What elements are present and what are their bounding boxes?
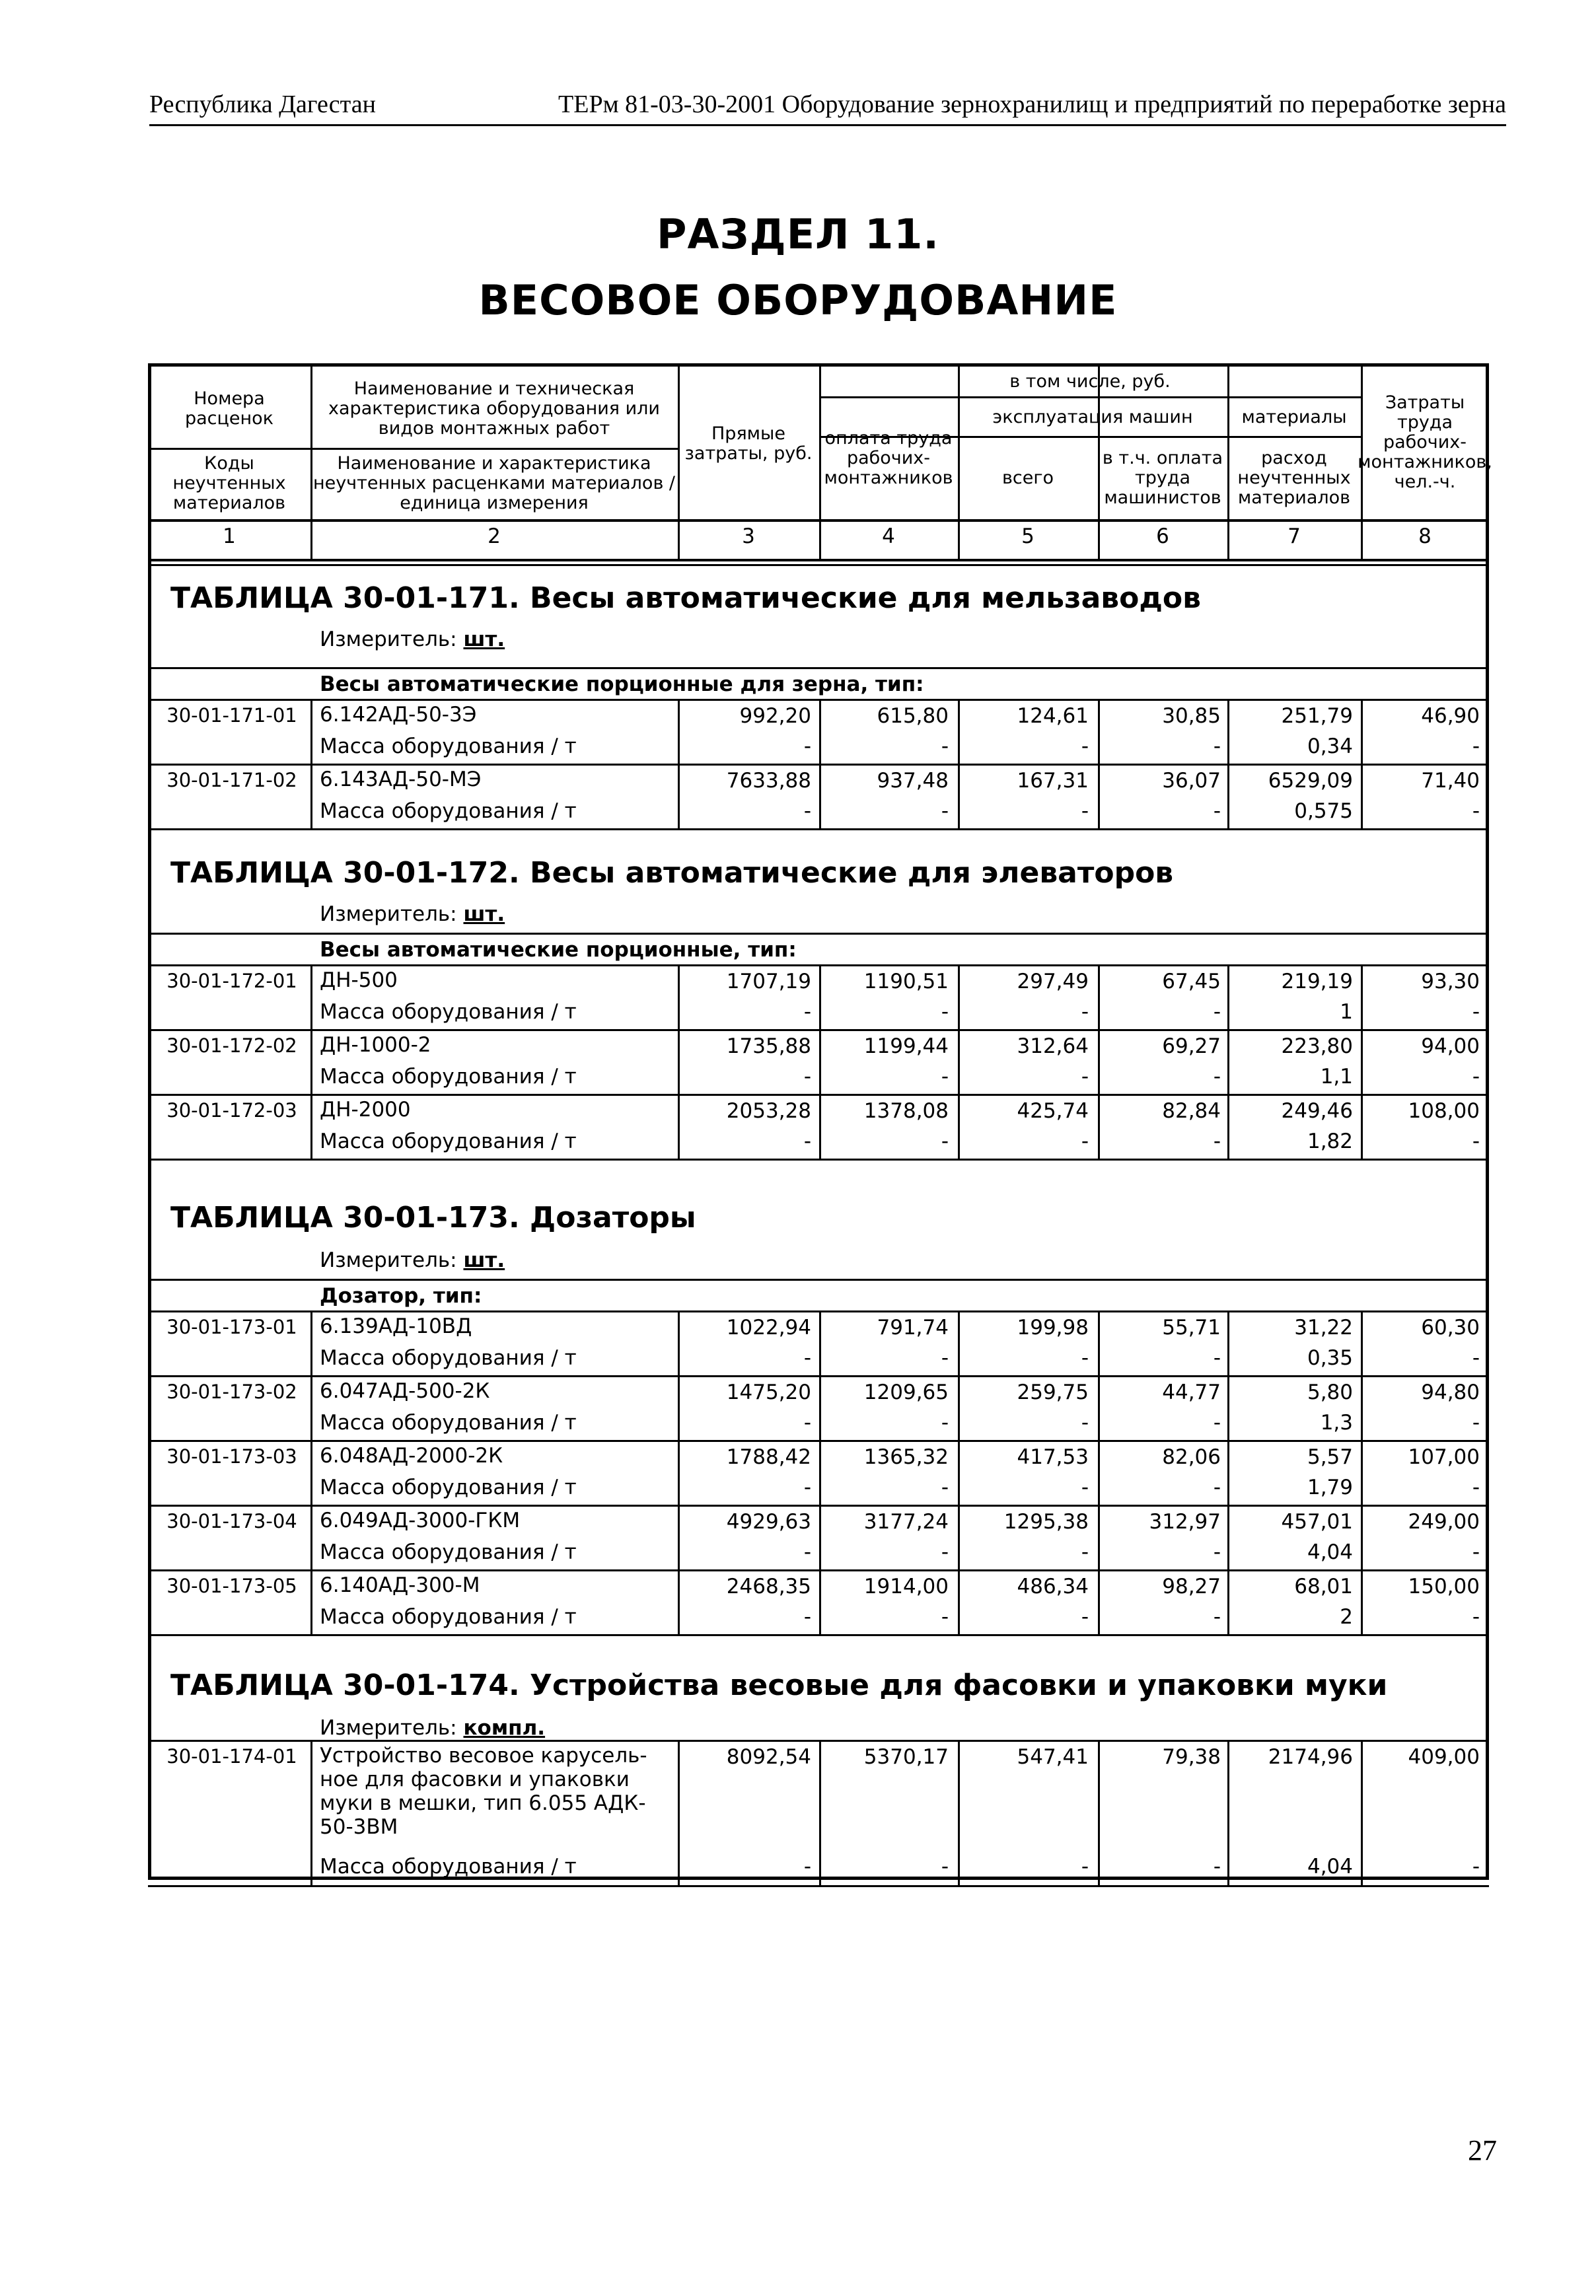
cost-value: 615,80 — [877, 704, 949, 728]
mass-value: - — [1213, 1065, 1221, 1089]
cost-value: 69,27 — [1162, 1034, 1221, 1058]
column-number: 3 — [742, 524, 755, 548]
column-divider — [310, 1740, 312, 1885]
cost-value: 8092,54 — [726, 1745, 811, 1769]
cost-value: 791,74 — [877, 1316, 949, 1340]
rule-line — [148, 564, 1489, 566]
mass-value: - — [1472, 1130, 1480, 1153]
mass-value: 1,3 — [1320, 1411, 1353, 1435]
mass-value: - — [1472, 799, 1480, 823]
rate-code: 30-01-171-01 — [166, 704, 297, 727]
cost-value: 7633,88 — [726, 769, 811, 793]
mass-value: - — [1081, 799, 1089, 823]
column-divider — [310, 699, 312, 828]
cost-value: 107,00 — [1408, 1445, 1480, 1469]
column-number: 1 — [223, 524, 236, 548]
rate-code: 30-01-173-02 — [166, 1381, 297, 1403]
mass-value: - — [803, 799, 811, 823]
cost-value: 98,27 — [1162, 1575, 1221, 1598]
cost-value: 5,80 — [1307, 1381, 1353, 1404]
header-region: Республика Дагестан — [149, 90, 376, 118]
mass-value: - — [1081, 1540, 1089, 1564]
mass-value: - — [1081, 1346, 1089, 1370]
rule-line — [148, 699, 1489, 701]
cost-value: 259,75 — [1017, 1381, 1089, 1404]
rule-line — [148, 1569, 1489, 1571]
equipment-name: 6.048АД-2000-2К — [320, 1444, 503, 1468]
rate-code: 30-01-173-05 — [166, 1575, 297, 1597]
mass-value: - — [1081, 1130, 1089, 1153]
measure-value: шт. — [463, 628, 505, 651]
equipment-name: 6.139АД-10ВД — [320, 1314, 472, 1338]
rule-line — [148, 519, 1489, 522]
cost-value: 6529,09 — [1268, 769, 1353, 793]
measure-label: Измеритель: — [320, 1248, 457, 1272]
column-number: 7 — [1288, 524, 1301, 548]
cost-value: 68,01 — [1294, 1575, 1353, 1598]
rule-line — [148, 1505, 1489, 1507]
cost-value: 1475,20 — [726, 1381, 811, 1404]
mass-label: Масса оборудования / т — [320, 1411, 577, 1435]
header-operator-pay: в т.ч. оплата труда машинистов — [1102, 448, 1223, 508]
cost-value: 30,85 — [1162, 704, 1221, 728]
header-materials: материалы — [1241, 407, 1347, 427]
mass-value: - — [803, 1130, 811, 1153]
mass-value: - — [941, 1000, 949, 1024]
mass-value: 0,575 — [1294, 799, 1353, 823]
cost-value: 417,53 — [1017, 1445, 1089, 1469]
rule-line — [148, 1029, 1489, 1031]
mass-value: - — [803, 1000, 811, 1024]
cost-value: 312,64 — [1017, 1034, 1089, 1058]
mass-value: 1,79 — [1307, 1476, 1353, 1499]
cost-value: 60,30 — [1421, 1316, 1480, 1340]
equipment-name: 6.142АД-50-3Э — [320, 703, 477, 727]
rule-line — [148, 1885, 1489, 1887]
section-number: РАЗДЕЛ 11. — [657, 210, 939, 258]
equipment-name: 6.143АД-50-МЭ — [320, 768, 482, 791]
header-machine-operation: эксплуатация машин — [992, 407, 1193, 427]
cost-value: 251,79 — [1281, 704, 1353, 728]
rate-code: 30-01-173-01 — [166, 1316, 297, 1338]
mass-label: Масса оборудования / т — [320, 735, 577, 758]
cost-value: 36,07 — [1162, 769, 1221, 793]
measure-unit — [320, 1248, 505, 1272]
rate-code: 30-01-171-02 — [166, 769, 297, 791]
cost-value: 1190,51 — [863, 970, 949, 993]
equipment-name: Устройство весовое карусель- ное для фасовки и упаковки муки в мешки, тип 6.055 АДК- 50-3ВМ — [320, 1744, 647, 1839]
cost-value: 44,77 — [1162, 1381, 1221, 1404]
header-row-numbers: Номера расценок — [185, 388, 273, 429]
measure-value: шт. — [463, 1248, 505, 1272]
rule-line — [148, 764, 1489, 766]
rule-line — [148, 1375, 1489, 1377]
column-number: 4 — [882, 524, 895, 548]
cost-value: 249,00 — [1408, 1510, 1480, 1534]
rate-code: 30-01-172-01 — [166, 970, 297, 992]
mass-value: - — [941, 1346, 949, 1370]
rule-line — [148, 1159, 1489, 1161]
column-number: 6 — [1156, 524, 1169, 548]
equipment-name: 6.047АД-500-2К — [320, 1379, 490, 1403]
cost-value: 1022,94 — [726, 1316, 811, 1340]
table-title: ТАБЛИЦА 30-01-171. Весы автоматические для мельзаводов — [170, 581, 1201, 615]
mass-value: - — [941, 1605, 949, 1629]
mass-value: - — [803, 1855, 811, 1879]
header-including: в том числе, руб. — [1009, 371, 1171, 392]
mass-value: - — [941, 799, 949, 823]
cost-value: 82,84 — [1162, 1099, 1221, 1123]
header-material-codes: Коды неучтенных материалов — [172, 453, 286, 513]
header-work-name: Наименование и техническая характеристика оборудования или видов монтажных работ — [328, 378, 660, 439]
rate-code: 30-01-172-02 — [166, 1034, 297, 1057]
table-title: ТАБЛИЦА 30-01-173. Дозаторы — [170, 1201, 696, 1235]
cost-value: 1365,32 — [863, 1445, 949, 1469]
cost-value: 1209,65 — [863, 1381, 949, 1404]
cost-value: 31,22 — [1294, 1316, 1353, 1340]
rule-line — [819, 396, 1361, 398]
rule-line — [148, 1634, 1489, 1636]
mass-label: Масса оборудования / т — [320, 1130, 577, 1153]
cost-value: 46,90 — [1421, 704, 1480, 728]
cost-value: 108,00 — [1408, 1099, 1480, 1123]
rule-line — [148, 964, 1489, 966]
measure-label: Измеритель: — [320, 1716, 457, 1740]
mass-value: - — [1081, 1000, 1089, 1024]
mass-value: - — [1081, 1605, 1089, 1629]
column-number: 5 — [1021, 524, 1034, 548]
measure-value: шт. — [463, 902, 505, 926]
mass-value: - — [1081, 1065, 1089, 1089]
mass-value: - — [803, 1540, 811, 1564]
mass-value: - — [1081, 1411, 1089, 1435]
running-header — [149, 74, 1506, 126]
cost-value: 297,49 — [1017, 970, 1089, 993]
cost-value: 2174,96 — [1268, 1745, 1353, 1769]
mass-label: Масса оборудования / т — [320, 799, 577, 823]
cost-value: 409,00 — [1408, 1745, 1480, 1769]
cost-value: 5,57 — [1307, 1445, 1353, 1469]
measure-label: Измеритель: — [320, 902, 457, 926]
mass-value: - — [803, 735, 811, 758]
mass-value: - — [1213, 1855, 1221, 1879]
cost-value: 312,97 — [1149, 1510, 1221, 1534]
mass-value: - — [1472, 1855, 1480, 1879]
equipment-name: 6.140АД-300-М — [320, 1573, 480, 1597]
header-material-consumption: расход неучтенных материалов — [1237, 448, 1351, 508]
cost-value: 1199,44 — [863, 1034, 949, 1058]
mass-value: - — [1472, 1346, 1480, 1370]
cost-value: 1295,38 — [1003, 1510, 1089, 1534]
equipment-name: 6.049АД-3000-ГКМ — [320, 1509, 521, 1532]
mass-value: - — [1472, 1411, 1480, 1435]
cost-value: 199,98 — [1017, 1316, 1089, 1340]
cost-value: 94,00 — [1421, 1034, 1480, 1058]
rule-line — [148, 1440, 1489, 1442]
rule-line — [148, 1279, 1489, 1281]
cost-value: 425,74 — [1017, 1099, 1089, 1123]
mass-value: - — [1213, 1476, 1221, 1499]
mass-value: - — [1213, 1000, 1221, 1024]
equipment-name: ДН-500 — [320, 968, 398, 992]
mass-label: Масса оборудования / т — [320, 1476, 577, 1499]
cost-value: 457,01 — [1281, 1510, 1353, 1534]
mass-label: Масса оборудования / т — [320, 1000, 577, 1024]
mass-value: - — [1213, 1411, 1221, 1435]
cost-value: 937,48 — [877, 769, 949, 793]
cost-value: 55,71 — [1162, 1316, 1221, 1340]
equipment-name: ДН-1000-2 — [320, 1033, 431, 1057]
rate-code: 30-01-173-03 — [166, 1445, 297, 1468]
mass-value: 2 — [1340, 1605, 1353, 1629]
cost-value: 249,46 — [1281, 1099, 1353, 1123]
header-machines-total: всего — [1001, 468, 1054, 488]
rate-code: 30-01-172-03 — [166, 1099, 297, 1122]
column-number: 8 — [1418, 524, 1432, 548]
cost-value: 4929,63 — [726, 1510, 811, 1534]
mass-value: - — [1081, 735, 1089, 758]
mass-value: - — [803, 1605, 811, 1629]
cost-value: 1378,08 — [863, 1099, 949, 1123]
cost-value: 1788,42 — [726, 1445, 811, 1469]
header-document-code: ТЕРм 81-03-30-2001 Оборудование зернохранилищ и предприятий по переработке зерна — [558, 90, 1506, 118]
section-title: ВЕСОВОЕ ОБОРУДОВАНИЕ — [478, 276, 1118, 324]
mass-value: - — [1213, 1130, 1221, 1153]
mass-label: Масса оборудования / т — [320, 1346, 577, 1370]
mass-value: 0,35 — [1307, 1346, 1353, 1370]
header-material-name: Наименование и характеристика неучтенных расценками материалов / единица измерения — [312, 453, 676, 513]
header-labor-pay: оплата труда рабочих-монтажников — [824, 428, 953, 488]
group-heading: Весы автоматические порционные для зерна, тип: — [320, 672, 924, 696]
rule-line — [148, 667, 1489, 669]
mass-value: 1,82 — [1307, 1130, 1353, 1153]
cost-value: 219,19 — [1281, 970, 1353, 993]
cost-value: 67,45 — [1162, 970, 1221, 993]
header-direct-costs: Прямые затраты, руб. — [684, 423, 813, 464]
equipment-name: ДН-2000 — [320, 1098, 411, 1122]
mass-value: - — [803, 1476, 811, 1499]
column-number: 2 — [488, 524, 501, 548]
cost-value: 167,31 — [1017, 769, 1089, 793]
mass-value: - — [1472, 1476, 1480, 1499]
header-labor-hours: Затраты труда рабочих-монтажников, чел.-ч. — [1358, 392, 1492, 492]
cost-value: 82,06 — [1162, 1445, 1221, 1469]
mass-value: 0,34 — [1307, 735, 1353, 758]
cost-value: 486,34 — [1017, 1575, 1089, 1598]
mass-value: - — [1472, 1065, 1480, 1089]
rule-line — [148, 1740, 1489, 1742]
measure-unit — [320, 628, 505, 651]
mass-value: 1 — [1340, 1000, 1353, 1024]
page-number: 27 — [1468, 2134, 1497, 2167]
table-title: ТАБЛИЦА 30-01-172. Весы автоматические для элеваторов — [170, 856, 1174, 890]
rate-code: 30-01-173-04 — [166, 1510, 297, 1532]
cost-value: 2053,28 — [726, 1099, 811, 1123]
cost-value: 2468,35 — [726, 1575, 811, 1598]
mass-value: - — [941, 1540, 949, 1564]
mass-value: 4,04 — [1307, 1540, 1353, 1564]
mass-value: - — [1472, 1540, 1480, 1564]
mass-value: - — [1472, 735, 1480, 758]
cost-value: 223,80 — [1281, 1034, 1353, 1058]
column-divider — [310, 1310, 312, 1634]
mass-value: - — [1213, 799, 1221, 823]
mass-value: - — [1081, 1476, 1089, 1499]
cost-value: 5370,17 — [863, 1745, 949, 1769]
cost-value: 79,38 — [1162, 1745, 1221, 1769]
rule-line — [148, 1310, 1489, 1312]
group-heading: Весы автоматические порционные, тип: — [320, 938, 797, 962]
mass-value: - — [803, 1065, 811, 1089]
mass-value: - — [1213, 1346, 1221, 1370]
measure-unit — [320, 1716, 545, 1740]
mass-value: - — [1213, 1540, 1221, 1564]
mass-value: - — [803, 1346, 811, 1370]
table-title: ТАБЛИЦА 30-01-174. Устройства весовые для фасовки и упаковки муки — [170, 1668, 1388, 1702]
cost-value: 94,80 — [1421, 1381, 1480, 1404]
measure-value: компл. — [463, 1716, 546, 1740]
group-heading: Дозатор, тип: — [320, 1284, 482, 1308]
measure-unit — [320, 902, 505, 926]
measure-label: Измеритель: — [320, 628, 457, 651]
mass-label: Масса оборудования / т — [320, 1605, 577, 1629]
cost-value: 1914,00 — [863, 1575, 949, 1598]
mass-value: - — [941, 735, 949, 758]
rule-line — [148, 1094, 1489, 1096]
mass-value: - — [1213, 1605, 1221, 1629]
cost-value: 547,41 — [1017, 1745, 1089, 1769]
column-divider — [310, 964, 312, 1159]
cost-value: 93,30 — [1421, 970, 1480, 993]
mass-label: Масса оборудования / т — [320, 1540, 577, 1564]
mass-value: - — [803, 1411, 811, 1435]
mass-value: - — [1213, 735, 1221, 758]
rule-line — [148, 559, 1489, 561]
mass-label: Масса оборудования / т — [320, 1065, 577, 1089]
cost-value: 150,00 — [1408, 1575, 1480, 1598]
cost-value: 124,61 — [1017, 704, 1089, 728]
mass-value: - — [1081, 1855, 1089, 1879]
mass-value: - — [1472, 1000, 1480, 1024]
mass-value: - — [941, 1855, 949, 1879]
mass-label: Масса оборудования / т — [320, 1855, 577, 1879]
cost-value: 71,40 — [1421, 769, 1480, 793]
cost-value: 3177,24 — [863, 1510, 949, 1534]
cost-value: 1707,19 — [726, 970, 811, 993]
rule-line — [148, 828, 1489, 830]
rule-line — [148, 933, 1489, 935]
mass-value: - — [941, 1476, 949, 1499]
mass-value: - — [941, 1130, 949, 1153]
rate-code: 30-01-174-01 — [166, 1745, 297, 1768]
cost-value: 992,20 — [739, 704, 811, 728]
mass-value: 4,04 — [1307, 1855, 1353, 1879]
mass-value: - — [1472, 1605, 1480, 1629]
mass-value: - — [941, 1411, 949, 1435]
cost-value: 1735,88 — [726, 1034, 811, 1058]
mass-value: 1,1 — [1320, 1065, 1353, 1089]
mass-value: - — [941, 1065, 949, 1089]
